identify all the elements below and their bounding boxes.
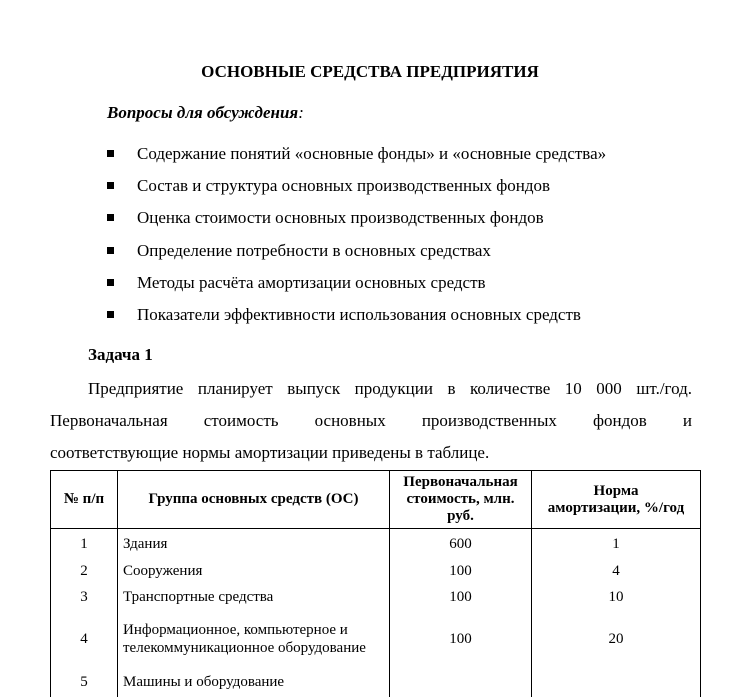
cell-group: Машины и оборудование [118, 667, 390, 697]
question-item [0, 207, 606, 239]
discussion-heading [107, 103, 304, 123]
question-text: Состав и структура основных производственных фондов [137, 176, 551, 196]
header-rate: Норма амортизации, %/год [532, 471, 701, 529]
table-row [51, 584, 701, 611]
questions-list [0, 143, 606, 336]
cell-number: 5 [51, 667, 118, 697]
assets-table [50, 470, 701, 697]
bullet-icon [107, 247, 114, 254]
header-group: Группа основных средств (ОС) [118, 471, 390, 529]
cell-number: 2 [51, 559, 118, 584]
question-text: Методы расчёта амортизации основных средств [137, 272, 486, 292]
question-text: Определение потребности в основных средствах [137, 240, 491, 260]
cell-number: 3 [51, 584, 118, 611]
discussion-colon: : [298, 103, 304, 122]
header-cost: Первоначальная стоимость, млн. руб. [390, 471, 532, 529]
cell-rate: 4 [532, 559, 701, 584]
task-heading: Задача 1 [88, 345, 153, 364]
cell-rate: 10 [532, 584, 701, 611]
bullet-icon [107, 311, 114, 318]
cell-group: Здания [118, 529, 390, 559]
cell-group: Транспортные средства [118, 584, 390, 611]
cell-rate [532, 667, 701, 697]
question-text: Показатели эффективности использования основных средств [137, 304, 581, 324]
bullet-icon [107, 150, 114, 157]
question-item [0, 175, 606, 207]
question-item [0, 304, 606, 336]
cell-cost: 100 [390, 584, 532, 611]
question-item [0, 272, 606, 304]
cell-cost: 100 [390, 611, 532, 667]
table-row [51, 667, 701, 697]
cell-group: Информационное, компьютерное и телекоммуникационное оборудование [118, 611, 390, 667]
bullet-icon [107, 214, 114, 221]
table-row [51, 611, 701, 667]
question-item [0, 240, 606, 272]
task-text-line: Предприятие планирует выпуск продукции в количестве 10 000 шт./год. [88, 379, 692, 398]
task-text-line: соответствующие нормы амортизации приведены в таблице. [50, 443, 490, 462]
cell-number: 1 [51, 529, 118, 559]
task-text-line: Первоначальная стоимость основных производственных фондов и [50, 411, 692, 430]
header-number: № п/п [51, 471, 118, 529]
question-text: Содержание понятий «основные фонды» и «основные средства» [137, 144, 607, 163]
cell-rate: 20 [532, 611, 701, 667]
discussion-label: Вопросы для обсуждения [107, 103, 299, 122]
cell-cost: 600 [390, 529, 532, 559]
bullet-icon [107, 182, 114, 189]
cell-rate: 1 [532, 529, 701, 559]
question-item [0, 143, 606, 175]
table-row [51, 559, 701, 584]
bullet-icon [107, 279, 114, 286]
cell-group: Сооружения [118, 559, 390, 584]
cell-cost: 100 [390, 559, 532, 584]
table-row [51, 529, 701, 559]
cell-number: 4 [51, 611, 118, 667]
cell-cost [390, 667, 532, 697]
question-text: Оценка стоимости основных производственных фондов [137, 208, 544, 228]
page-title: ОСНОВНЫЕ СРЕДСТВА ПРЕДПРИЯТИЯ [201, 62, 539, 81]
